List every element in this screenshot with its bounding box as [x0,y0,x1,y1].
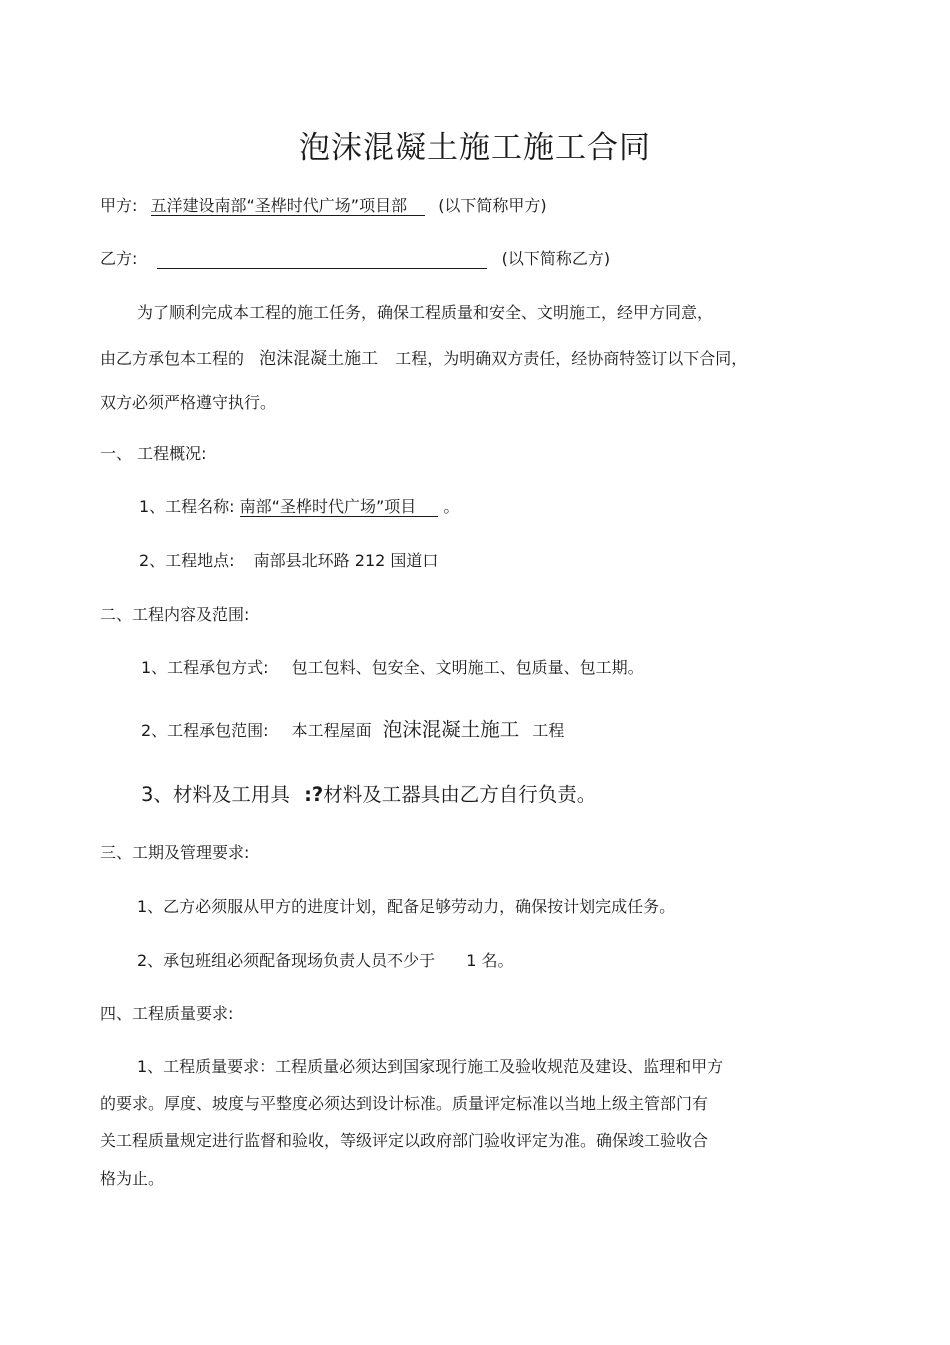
scope-text: 本工程屋面 [291,721,372,740]
party-a-line [100,193,547,216]
section-2-item-3 [141,779,596,807]
section-1-item-1 [139,494,459,517]
section-4-para-line-1: 1、工程质量要求：工程质量必须达到国家现行施工及验收规范及建设、监理和甲方 [137,1057,724,1076]
party-b-blank [157,250,487,269]
section-4-heading: 四、工程质量要求: [100,1004,234,1023]
intro-line-3: 双方必须严格遵守执行。 [100,393,277,412]
party-b-suffix: (以下简称乙方) [501,249,611,268]
party-a-name: 五洋建设南部“圣桦时代广场”项目部 [151,196,426,216]
item-label: 2、工程承包范围: [141,721,269,740]
item-label: 3、材料及工用具 [141,783,290,806]
party-b-line [100,246,610,269]
section-1-item-2 [139,548,438,571]
section-1-heading: 一、 工程概况: [100,444,207,463]
intro-text: 由乙方承包本工程的 [100,349,245,368]
item-end: 。 [443,497,460,516]
party-a-label: 甲方: [100,196,138,215]
document-title: 泡沫混凝土施工施工合同 [299,130,651,166]
item-sep: :? [304,783,324,806]
party-a-suffix: (以下简称甲方) [438,196,547,215]
section-3-heading: 三、工期及管理要求: [100,843,250,862]
section-3-item-2 [137,948,514,971]
section-3-item-1: 1、乙方必须服从甲方的进度计划，配备足够劳动力，确保按计划完成任务。 [137,897,676,916]
intro-text: 工程，为明确双方责任，经协商特签订以下合同， [395,349,748,368]
section-4-para-line-3: 关工程质量规定进行监督和验收，等级评定以政府部门验收评定为准。确保竣工验收合 [100,1131,709,1150]
scope-text: 工程 [532,721,565,740]
item-text: 2、承包班组必须配备现场负责人员不少于 [137,951,436,970]
materials-value: 材料及工器具由乙方自行负责。 [323,783,597,806]
section-4-para-line-2: 的要求。厚度、坡度与平整度必须达到设计标准。质量评定标准以当地上级主管部门有 [100,1094,709,1113]
section-2-item-1 [141,655,644,678]
item-label: 1、工程承包方式: [141,658,269,677]
section-2-item-2 [141,714,564,742]
project-name-value: 南部“圣桦时代广场”项目 [240,497,439,517]
item-label: 1、工程名称: [139,497,235,516]
scope-project-name: 泡沫混凝土施工 [382,718,520,741]
intro-line-1: 为了顺利完成本工程的施工任务，确保工程质量和安全、文明施工，经甲方同意， [137,303,714,322]
intro-line-2 [100,344,747,369]
item-count: 1 名。 [466,951,514,970]
contract-mode-value: 包工包料、包安全、文明施工、包质量、包工期。 [291,658,644,677]
project-location-value: 南部县北环路 212 国道口 [253,551,439,570]
item-label: 2、工程地点: [139,551,235,570]
party-b-label: 乙方: [100,249,138,268]
project-name-inline: 泡沫混凝土施工 [259,349,379,369]
section-4-para-line-4: 格为止。 [100,1169,165,1188]
section-2-heading: 二、工程内容及范围: [100,605,250,624]
